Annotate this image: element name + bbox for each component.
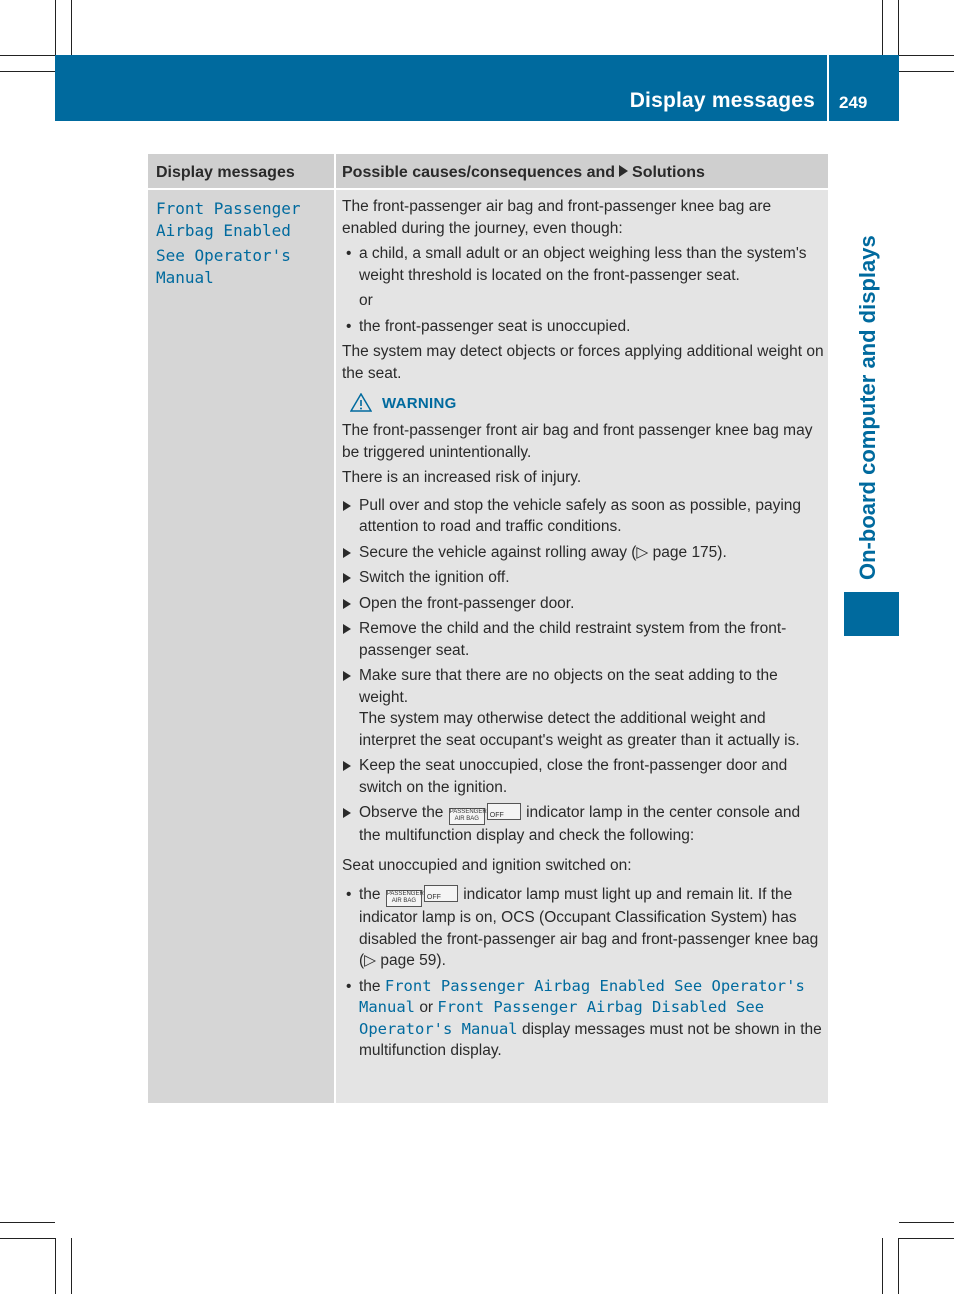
list-item <box>342 593 824 615</box>
step-arrow-icon <box>343 573 351 583</box>
list-item <box>342 976 824 1062</box>
list-item <box>342 316 824 338</box>
list-item <box>342 618 824 661</box>
chapter-label: On-board computer and displays <box>855 235 880 580</box>
list-item <box>342 495 824 538</box>
step-arrow-icon <box>343 671 351 681</box>
chapter-tab <box>844 592 899 636</box>
bullet-icon: • <box>346 245 352 262</box>
crop-mark <box>0 1222 55 1223</box>
lamp-label: OFF <box>426 894 441 901</box>
step-note: The system may otherwise detect the additional weight and interpret the seat occupant's weight as greater than it actually is. <box>359 710 800 749</box>
crop-mark <box>0 71 55 72</box>
check-text: the <box>359 977 381 995</box>
passenger-airbag-lamp-icon <box>449 808 485 825</box>
crop-mark <box>882 0 883 55</box>
message-line: Front Passenger <box>156 199 301 218</box>
system-note: The system may detect objects or forces applying additional weight on the seat. <box>342 343 824 382</box>
lamp-label: AIR BAG <box>391 898 417 904</box>
list-item <box>342 884 824 972</box>
message-line: See Operator's <box>156 246 291 265</box>
crop-mark <box>898 0 899 55</box>
lamp-label: AIR BAG <box>454 816 479 822</box>
lamp-label: OFF <box>489 812 504 819</box>
causes-solutions <box>342 196 824 1066</box>
display-message-ref: Front Passenger Airbag Disabled See Operator's Manual <box>359 998 765 1038</box>
crop-mark <box>71 0 72 55</box>
cause-text: a child, a small adult or an object weighing less than the system's weight threshold is located on the front-passenger seat. <box>359 245 807 284</box>
step-arrow-icon <box>343 761 351 771</box>
airbag-off-lamp-icon <box>487 803 521 820</box>
step-text: Pull over and stop the vehicle safely as soon as possible, paying attention to road and traffic conditions. <box>359 496 802 535</box>
crop-mark <box>0 1238 55 1239</box>
intro-text: The front-passenger air bag and front-passenger knee bag are enabled during the journey, even though: <box>342 198 772 237</box>
column-header-messages: Display messages <box>156 164 295 181</box>
step-text: Make sure that there are no objects on the seat adding to the weight. <box>359 667 778 706</box>
section-title: Display messages <box>629 89 815 112</box>
warning-risk: There is an increased risk of injury. <box>342 469 582 486</box>
check-text: or <box>419 999 434 1016</box>
bullet-icon: • <box>346 317 352 335</box>
or-text: or <box>359 292 373 309</box>
warning-text: The front-passenger front air bag and front passenger knee bag may be triggered unintentionally. <box>342 422 813 461</box>
warning-label: WARNING <box>382 395 457 412</box>
step-arrow-icon <box>343 624 351 634</box>
warning-heading <box>342 392 824 414</box>
arrow-right-icon <box>619 165 628 177</box>
step-text: Switch the ignition off. <box>359 569 510 586</box>
crop-mark <box>55 1238 56 1294</box>
step-arrow-icon <box>343 808 351 818</box>
step-text: Open the front-passenger door. <box>359 594 575 612</box>
page-number: 249 <box>839 93 868 112</box>
bullet-icon: • <box>346 977 352 995</box>
list-item <box>342 755 824 798</box>
check-text: display messages must not be shown in the multifunction display. <box>359 1020 822 1059</box>
step-arrow-icon <box>343 501 351 511</box>
cause-text: the front-passenger seat is unoccupied. <box>359 317 631 335</box>
display-message <box>156 198 328 292</box>
list-item <box>342 542 824 564</box>
message-column <box>148 190 334 1103</box>
crop-mark <box>0 55 55 56</box>
crop-mark <box>898 1238 899 1294</box>
step-text: Remove the child and the child restraint system from the front-passenger seat. <box>359 620 787 659</box>
message-line: Manual <box>156 268 214 287</box>
step-text: indicator lamp in the center console and the multifunction display and check the following: <box>359 804 801 844</box>
crop-mark <box>899 1222 954 1223</box>
crop-mark <box>882 1238 883 1294</box>
crop-mark <box>899 55 954 56</box>
crop-mark <box>71 1238 72 1294</box>
list-item <box>342 567 824 589</box>
airbag-off-lamp-icon <box>424 885 458 902</box>
warning-triangle-icon <box>350 393 372 412</box>
check-text: indicator lamp must light up and remain lit. If the indicator lamp is on, OCS (Occupant Classification System) has disabled the front-passenger air bag and front-passenger knee bag (▷ page 59). <box>359 886 819 969</box>
lamp-label: PASSENGER <box>386 891 424 897</box>
column-header-causes <box>342 164 705 182</box>
display-message-ref: Front Passenger Airbag Enabled See Operator's Manual <box>359 976 805 1016</box>
seat-condition: Seat unoccupied and ignition switched on: <box>342 856 632 874</box>
crop-mark <box>899 71 954 72</box>
crop-mark <box>55 0 56 55</box>
passenger-airbag-lamp-icon <box>386 890 422 907</box>
header-divider <box>827 55 829 121</box>
step-text: Observe the <box>359 804 444 821</box>
list-item <box>342 665 824 751</box>
lamp-label: PASSENGER <box>449 809 487 815</box>
bullet-icon: • <box>346 886 352 903</box>
list-item <box>342 802 824 847</box>
step-text: Secure the vehicle against rolling away (▷ page 175). <box>359 543 727 561</box>
display-messages-table <box>148 154 828 1103</box>
column-header-causes-text: Possible causes/consequences and <box>342 164 616 181</box>
message-line: Airbag Enabled <box>156 221 291 240</box>
step-text: Keep the seat unoccupied, close the front-passenger door and switch on the ignition. <box>359 757 788 796</box>
step-arrow-icon <box>343 599 351 609</box>
crop-mark <box>899 1238 954 1239</box>
check-text: the <box>359 886 381 903</box>
column-header-solutions-text: Solutions <box>632 164 705 181</box>
list-item <box>342 243 824 286</box>
column-divider <box>334 154 336 1103</box>
step-arrow-icon <box>343 548 351 558</box>
page-header <box>55 55 899 121</box>
table-header <box>148 154 828 190</box>
